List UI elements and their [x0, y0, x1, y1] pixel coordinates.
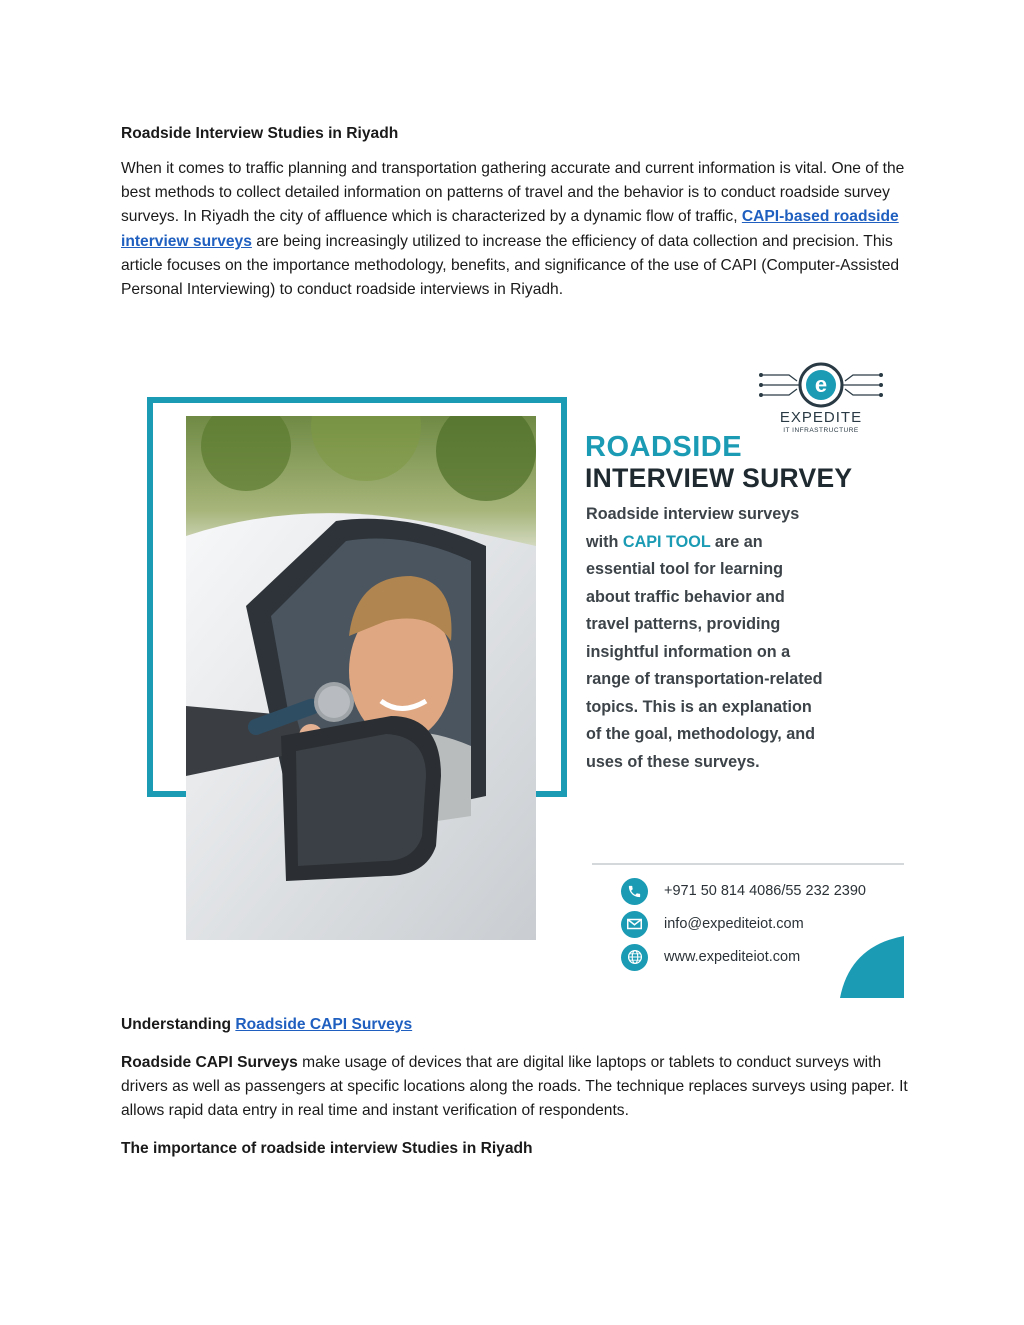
doc-title: Roadside Interview Studies in Riyadh: [121, 125, 399, 142]
contact-phone-text: +971 50 814 4086/55 232 2390: [664, 883, 866, 899]
contact-email-text: info@expediteiot.com: [664, 916, 804, 932]
globe-icon: [621, 944, 648, 971]
roadside-capi-surveys-link[interactable]: Roadside CAPI Surveys: [235, 1016, 413, 1033]
corner-accent-shape: [840, 936, 904, 998]
logo-name: EXPEDITE: [779, 409, 863, 426]
intro-text-before: When it comes to traffic planning and transportation gathering accurate and current information is vital. One of the best methods to collect detailed information on patterns of travel and the behavior is to conduct roadside survey surveys. In Riyadh the city of affluence which is characterized by a dynamic flow of traffic,: [121, 160, 905, 226]
capi-surveys-paragraph: [121, 1051, 911, 1124]
contact-phone: [621, 877, 866, 905]
contact-website: [621, 943, 800, 971]
expedite-logo: [759, 361, 883, 441]
contact-website-text: www.expediteiot.com: [664, 949, 801, 965]
section-heading-importance: The importance of roadside interview Studies in Riyadh: [121, 1140, 533, 1157]
capi-surveys-bold-term: Roadside CAPI Surveys: [121, 1054, 298, 1071]
roadside-survey-banner: [147, 355, 907, 1000]
capi-surveys-link[interactable]: CAPI-based roadside interview surveys: [121, 208, 899, 250]
section-heading-understanding: [121, 1013, 911, 1037]
banner-body-part-2: are an essential tool for learning about traffic behavior and travel patterns, providing insightful information on a range of transportation-related topics. This is an explanation of the goal, methodology, and uses of these surveys.: [586, 532, 823, 771]
capi-surveys-paragraph-text: make usage of devices that are digital like laptops or tablets to conduct surveys with drivers as well as passengers at specific locations along the roads. The technique replaces surveys using paper. It allows rapid data entry in real time and instant verification of respondents.: [121, 1054, 908, 1120]
banner-headline-2: INTERVIEW SURVEY: [585, 463, 853, 493]
driver-interview-photo: [186, 416, 536, 940]
logo-subtitle: IT INFRASTRUCTURE: [783, 427, 859, 434]
banner-body-accent: CAPI TOOL: [622, 532, 711, 551]
logo-letter: e: [814, 372, 828, 397]
banner-body-text: [586, 501, 824, 776]
contact-email: [621, 910, 804, 938]
intro-paragraph: [121, 157, 911, 302]
intro-text-after: are being increasingly utilized to increase the efficiency of data collection and precision. This article focuses on the importance methodology, benefits, and significance of the use of CAPI (Computer-Assisted Personal Interviewing) to conduct roadside interviews in Riyadh.: [121, 232, 900, 299]
banner-divider: [592, 863, 904, 865]
mail-icon: [621, 911, 648, 938]
banner-headline-1: ROADSIDE: [585, 431, 743, 463]
section-heading-prefix: Understanding: [121, 1016, 236, 1033]
phone-icon: [621, 878, 648, 905]
banner-body-part-1: Roadside interview surveys with: [586, 505, 800, 551]
